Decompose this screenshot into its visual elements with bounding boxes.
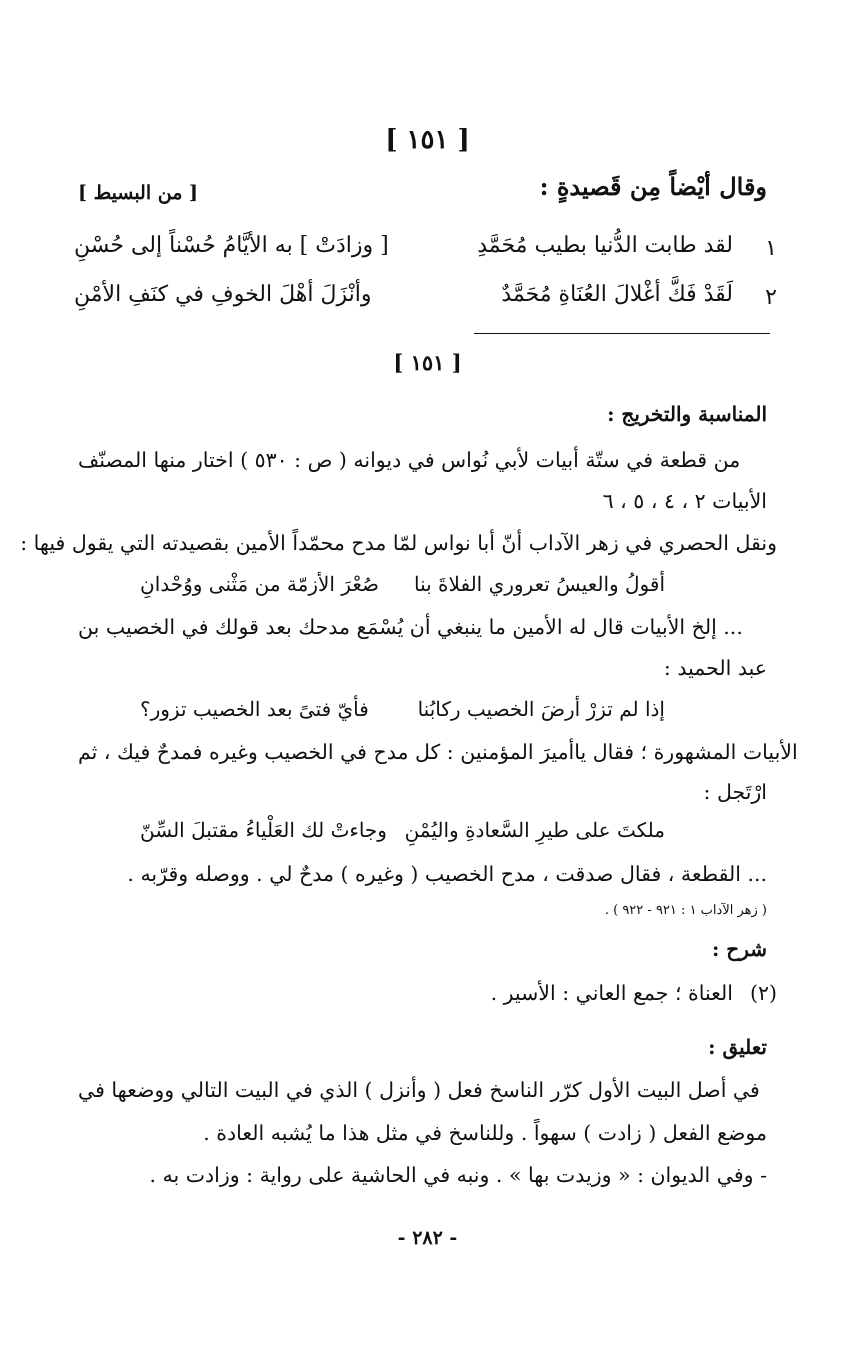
- commentary-section-title: [ ١٥١ ]: [393, 350, 462, 375]
- quoted-verse-first: أقولُ والعيسُ تعروري الفلاةَ بنا: [414, 572, 665, 596]
- page-number: - ٢٨٢ -: [397, 1227, 458, 1249]
- takhrij-text-line: من قطعة في ستّة أبيات لأبي نُواس في ديوانه ( ص : ٥٣٠ ) اختار منها المصنّف: [78, 448, 741, 472]
- takhrij-text-line: ... القطعة ، فقال صدقت ، مدح الخصيب ( وغيره ) مدحٌ لي . ووصله وقرّبه .: [127, 862, 767, 886]
- verse-second-hemistich: [ وزادَتْ ] به الأيَّامُ حُسْناً إلى حُسْنِ: [74, 233, 389, 258]
- takhrij-text-line: ... إلخ الأبيات قال له الأمين ما ينبغي أن يُسْمَع مدحك بعد قولك في الخصيب بن: [78, 615, 743, 639]
- quoted-verse-second: صُعْرَ الأزمّة من مَثْنى ووُحْدانِ: [140, 572, 379, 596]
- quoted-verse-second: وجاءتْ لك العَلْياءُ مقتبلَ السِّنّ: [140, 818, 387, 842]
- quoted-verse-first: إذا لم تزرْ أرضَ الخصيب ركابُنا: [417, 697, 665, 721]
- takhrij-text-line: ارْتَجل :: [703, 780, 767, 804]
- takhrij-text-line: عبد الحميد :: [663, 656, 767, 680]
- verse-number: ٢: [765, 285, 777, 310]
- taliq-text-line: في أصل البيت الأول كرّر الناسخ فعل ( وأنزل ) الذي في البيت التالي ووضعها في: [78, 1078, 760, 1102]
- poem-number-title: [ ١٥١ ]: [385, 125, 470, 155]
- verse-first-hemistich: لقد طابت الدُّنيا بطيب مُحَمَّدِ: [477, 233, 733, 258]
- verse-first-hemistich: لَقَدْ فَكَّ أغْلالَ العُنَاةِ مُحَمَّدٌ: [501, 282, 733, 307]
- taliq-text-line: موضع الفعل ( زادت ) سهواً . وللناسخ في مثل هذا ما يُشبه العادة .: [203, 1121, 767, 1145]
- divider-line: [474, 333, 770, 334]
- quoted-verse-first: ملكتَ على طيرِ السَّعادةِ واليُمْنِ: [404, 818, 665, 842]
- source-reference: ( زهر الآداب ١ : ٩٢١ - ٩٢٢ ) .: [604, 903, 767, 918]
- sharh-text: العناة ؛ جمع العاني : الأسير .: [490, 981, 733, 1005]
- takhrij-text-line: الأبيات المشهورة ؛ فقال ياأميرَ المؤمنين : كل مدح في الخصيب وغيره فمدحٌ فيك ، ثم: [78, 740, 798, 764]
- meter-label: [ من البسيط ]: [78, 182, 198, 204]
- taliq-heading: تعليق :: [708, 1035, 767, 1059]
- takhrij-text-line: الأبيات ٢ ، ٤ ، ٥ ، ٦: [602, 489, 767, 513]
- takhrij-heading: المناسبة والتخريج :: [607, 402, 767, 426]
- verse-second-hemistich: وأنْزَلَ أهْلَ الخوفِ في كنَفِ الأمْنِ: [74, 282, 372, 307]
- poem-intro: وقال أيْضاً مِن قَصيدةٍ :: [539, 172, 767, 201]
- quoted-verse-second: فأيّ فتىً بعد الخصيب تزور؟: [140, 697, 369, 721]
- taliq-text-line: - وفي الديوان : « وزيدت بها » . ونبه في الحاشية على رواية : وزادت به .: [149, 1163, 767, 1187]
- takhrij-text-line: ونقل الحصري في زهر الآداب أنّ أبا نواس لمّا مدح محمّداً الأمين بقصيدته التي يقول فيها :: [20, 531, 777, 555]
- verse-number: ١: [765, 236, 777, 261]
- sharh-heading: شرح :: [711, 937, 767, 961]
- sharh-number: (٢): [749, 981, 777, 1005]
